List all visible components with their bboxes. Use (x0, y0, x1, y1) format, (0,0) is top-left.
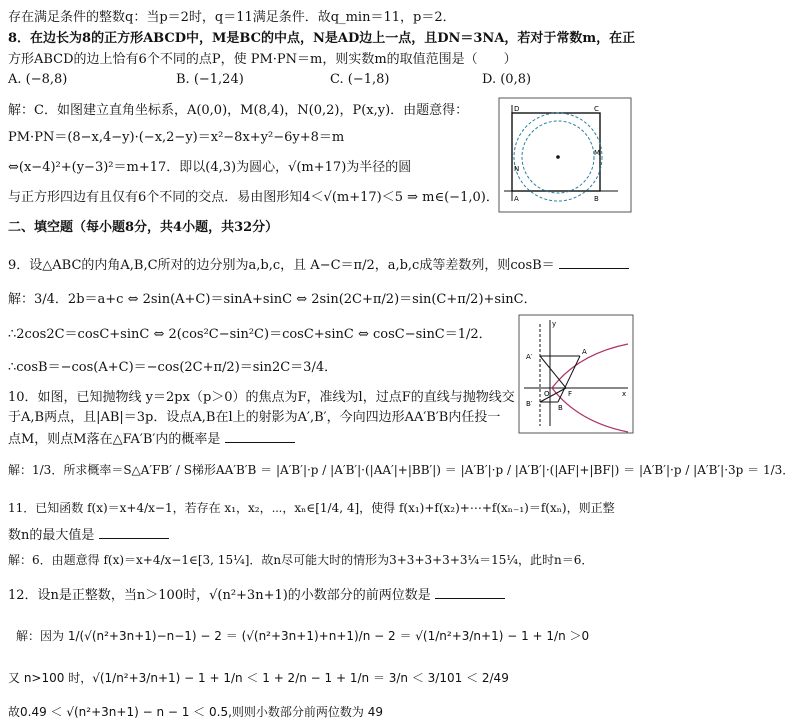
label-m: M (594, 149, 601, 157)
label-f: F (568, 390, 573, 398)
figure-10-svg (518, 314, 634, 434)
label-b10: B (558, 404, 563, 412)
solution-12-line-2: 又 n>100 时，√(1/n²+3/n+1) − 1 + 1/n ＜ 1 + 2/n − 1 + 1/n ＝ 3/n ＜ 3/101 ＜ 2/49 (8, 671, 509, 685)
label-b: B (594, 195, 599, 203)
solution-11: 解：6．由题意得 f(x)＝x+4/x−1∈[3, 15¼]．故n尽可能大时的情形为3+3+3+3+3¼＝15¼，此时n＝6． (8, 553, 594, 567)
label-a10: A (582, 348, 587, 356)
solution-9-line-1: 解：3/4．2b＝a+c ⇔ 2sin(A+C)＝sinA+sinC ⇔ 2sin(2C+π/2)＝sin(C+π/2)+sinC． (8, 292, 537, 307)
text-line: 存在满足条件的整数q：当p＝2时，q＝11满足条件．故q_min＝11，p＝2． (8, 10, 456, 25)
problem-8-stem-2: 方形ABCD的边上恰有6个不同的点P，使 PM·PN＝m，则实数m的取值范围是（ ） (8, 52, 517, 67)
option-a: A. (−8,8) (8, 72, 68, 87)
label-c: C (594, 105, 599, 113)
figure-10 (518, 314, 634, 434)
solution-9-line-2: ∴2cos2C＝cosC+sinC ⇔ 2(cos²C−sin²C)＝cosC+sinC ⇔ cosC−sinC＝1/2． (8, 327, 492, 342)
problem-12-stem: 12．设n是正整数，当n＞100时，√(n²+3n+1)的小数部分的前两位数是 (8, 586, 505, 604)
problem-10-stem-3: 点M，则点M落在△FA′B′内的概率是 (8, 430, 295, 448)
solution-10: 解：1/3．所求概率＝S△A′FB′ / S梯形AA′B′B ＝ |A′B′|·p / |A′B′|·(|AA′|+|BB′|) ＝ |A′B′|·p / |A′B′|·(|AF|+|BF|) ＝ |A′B′|·p / |A′B′|·3p ＝ 1/3． (8, 463, 794, 477)
figure-8 (498, 97, 632, 213)
option-b: B. (−1,24) (176, 72, 244, 87)
solution-8-line-3: ⇔(x−4)²+(y−3)²＝m+17．即以(4,3)为圆心，√(m+17)为半径的圆 (8, 160, 412, 175)
solution-12-line-1: 解：因为 1/(√(n²+3n+1)−n−1) − 2 ＝ (√(n²+3n+1)+n+1)/n − 2 ＝ √(1/n²+3/n+1) − 1 + 1/n ＞0 (16, 629, 590, 643)
label-o: O (544, 390, 550, 398)
label-a-prime: A′ (526, 353, 533, 361)
figure-8-svg (498, 97, 632, 213)
option-d: D. (0,8) (482, 72, 532, 87)
option-c: C. (−1,8) (330, 72, 390, 87)
section-heading: 二、填空题（每小题8分，共4小题，共32分） (8, 220, 279, 235)
problem-10-stem-2: 于A,B两点，且|AB|＝3p．设点A,B在l上的射影为A′,B′，今向四边形AA′B′B内任投一 (8, 410, 501, 425)
label-n: N (514, 165, 520, 173)
solution-8-line-2: PM·PN＝(8−x,4−y)·(−x,2−y)＝x²−8x+y²−6y+8＝m (8, 130, 345, 145)
solution-9-line-3: ∴cosB＝−cos(A+C)＝−cos(2C+π/2)＝sin2C＝3/4． (8, 360, 338, 375)
solution-8-line-4: 与正方形四边有且仅有6个不同的交点．易由图形知4＜√(m+17)＜5 ⇒ m∈(−1,0)． (8, 190, 499, 205)
label-b-prime: B′ (526, 400, 533, 408)
problem-8-stem: 8．在边长为8的正方形ABCD中，M是BC的中点，N是AD边上一点，且DN＝3NA，若对于常数m，在正 (8, 31, 636, 46)
solution-8-line-1: 解：C．如图建立直角坐标系，A(0,0)，M(8,4)，N(0,2)，P(x,y)．由题意得： (8, 103, 469, 118)
problem-11-stem: 11．已知函数 f(x)＝x+4/x−1，若存在 x₁，x₂，⋯，xₙ∈[1/4, 4]，使得 f(x₁)+f(x₂)+⋯+f(xₙ₋₁)＝f(xₙ)，则正整 (8, 501, 615, 515)
problem-9-stem: 9．设△ABC的内角A,B,C所对的边分别为a,b,c，且 A−C＝π/2，a,b,c成等差数列，则cosB＝ (8, 256, 629, 274)
label-a: A (514, 195, 519, 203)
label-y: y (552, 320, 557, 328)
label-x: x (622, 390, 627, 398)
problem-11-stem-2: 数n的最大值是 (8, 526, 169, 544)
solution-12-line-3: 故0.49 ＜ √(n²+3n+1) − n − 1 ＜ 0.5,则则小数部分前两位数为 49 (8, 705, 383, 719)
label-d: D (514, 105, 520, 113)
problem-10-stem: 10．如图，已知抛物线 y＝2px（p＞0）的焦点为F，准线为l，过点F的直线与抛物线交 (8, 390, 515, 405)
